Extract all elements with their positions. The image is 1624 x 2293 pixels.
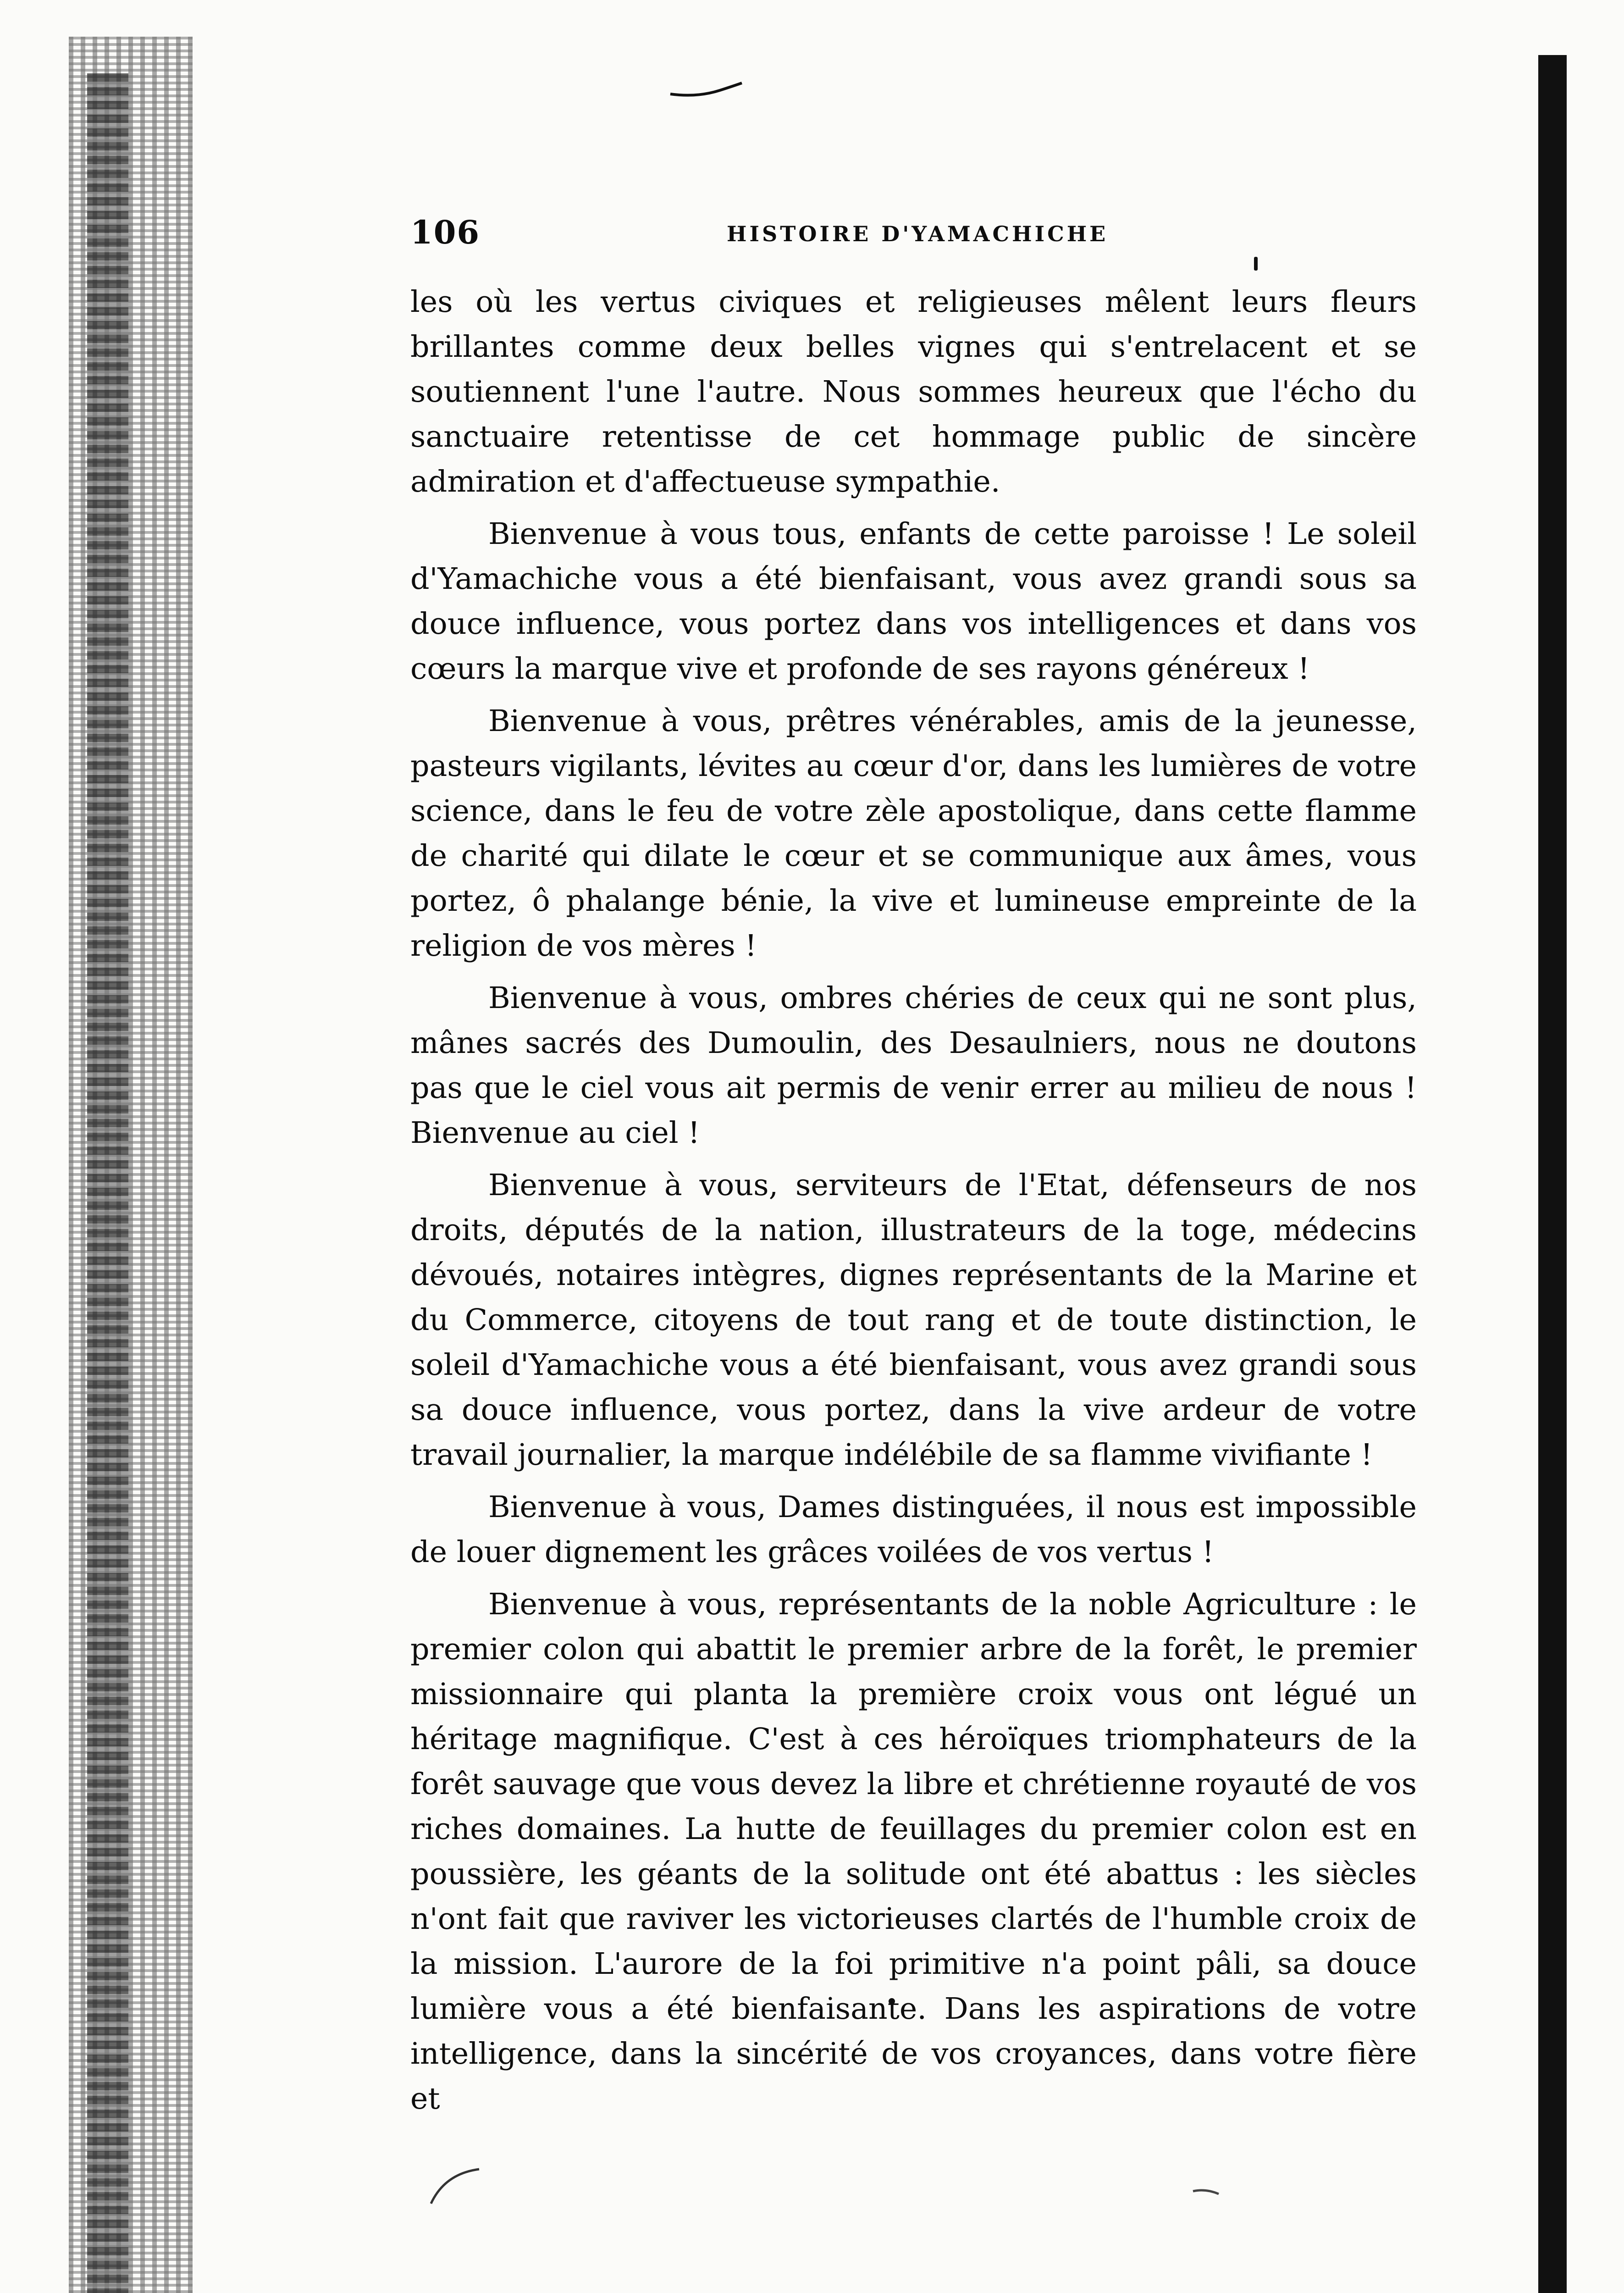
paragraph: Bienvenue à vous, prêtres vénérables, amis de la jeunesse, pasteurs vigilants, lévites au cœur d'or, dans les lumières de votre science, dans le feu de votre zèle apostolique, dans cette flamme de charité qui dilate le cœur et se communique aux âmes, vous portez, ô phalange bénie, la vive et lumineuse empreinte de la religion de vos mères ! bbox=[410, 704, 1417, 963]
ink-mark-lower bbox=[426, 2165, 481, 2206]
paragraph: Bienvenue à vous, serviteurs de l'Etat, défenseurs de nos droits, députés de la nation, illustrateurs de la toge, médecins dévoués, notaires intègres, dignes représentants de la Marine et du Commerce, citoyens de tout rang et de toute distinction, le soleil d'Yamachiche vous a été bienfaisant, vous avez grandi sous sa douce influence, vous portez, dans la vive ardeur de votre travail journalier, la marque indélébile de sa flamme vivifiante ! bbox=[410, 1168, 1417, 1472]
paragraph: Bienvenue à vous, Dames distinguées, il nous est impossible de louer dignement les grâces voilées de vos vertus ! bbox=[410, 1490, 1417, 1569]
body-text bbox=[410, 280, 1417, 2129]
paragraph: Bienvenue à vous tous, enfants de cette paroisse ! Le soleil d'Yamachiche vous a été bienfaisant, vous avez grandi sous sa douce influence, vous portez dans vos intelligences et dans vos cœurs la marque vive et profonde de ses rayons généreux ! bbox=[410, 517, 1417, 686]
ink-dot bbox=[1254, 257, 1258, 271]
paragraph: les où les vertus civiques et religieuses mêlent leurs fleurs brillantes comme deux belles vignes qui s'entrelacent et se soutiennent l'une l'autre. Nous sommes heureux que l'écho du sanctuaire retentisse de cet hommage public de sincère admiration et d'affectueuse sympathie. bbox=[410, 285, 1417, 499]
ink-mark-lower-right bbox=[1192, 2188, 1220, 2197]
paragraph: Bienvenue à vous, ombres chéries de ceux qui ne sont plus, mânes sacrés des Dumoulin, des Desaulniers, nous ne doutons pas que le ciel vous ait permis de venir errer au milieu de nous ! Bienvenue au ciel ! bbox=[410, 981, 1417, 1150]
binding-shadow bbox=[87, 73, 128, 2293]
ink-mark bbox=[669, 80, 743, 99]
page-edge-rule bbox=[1538, 55, 1567, 2293]
paragraph: Bienvenue à vous, représentants de la noble Agriculture : le premier colon qui abattit le premier arbre de la forêt, le premier missionnaire qui planta la première croix vous ont légué un héritage magnifique. C'est à ces héroïques triomphateurs de la forêt sauvage que vous devez la libre et chrétienne royauté de vos riches domaines. La hutte de feuillages du premier colon est en poussière, les géants de la solitude ont été abattus : les siècles n'ont fait que raviver les victorieuses clartés de l'humble croix de la mission. L'aurore de la foi primitive n'a point pâli, sa douce lumière vous a été bienfaisante. Dans les aspirations de votre intelligence, dans la sincérité de vos croyances, dans votre fière et bbox=[410, 1587, 1417, 2116]
page-header bbox=[410, 213, 1417, 255]
page-number: 106 bbox=[410, 213, 481, 251]
running-title: HISTOIRE D'YAMACHICHE bbox=[727, 222, 1109, 246]
